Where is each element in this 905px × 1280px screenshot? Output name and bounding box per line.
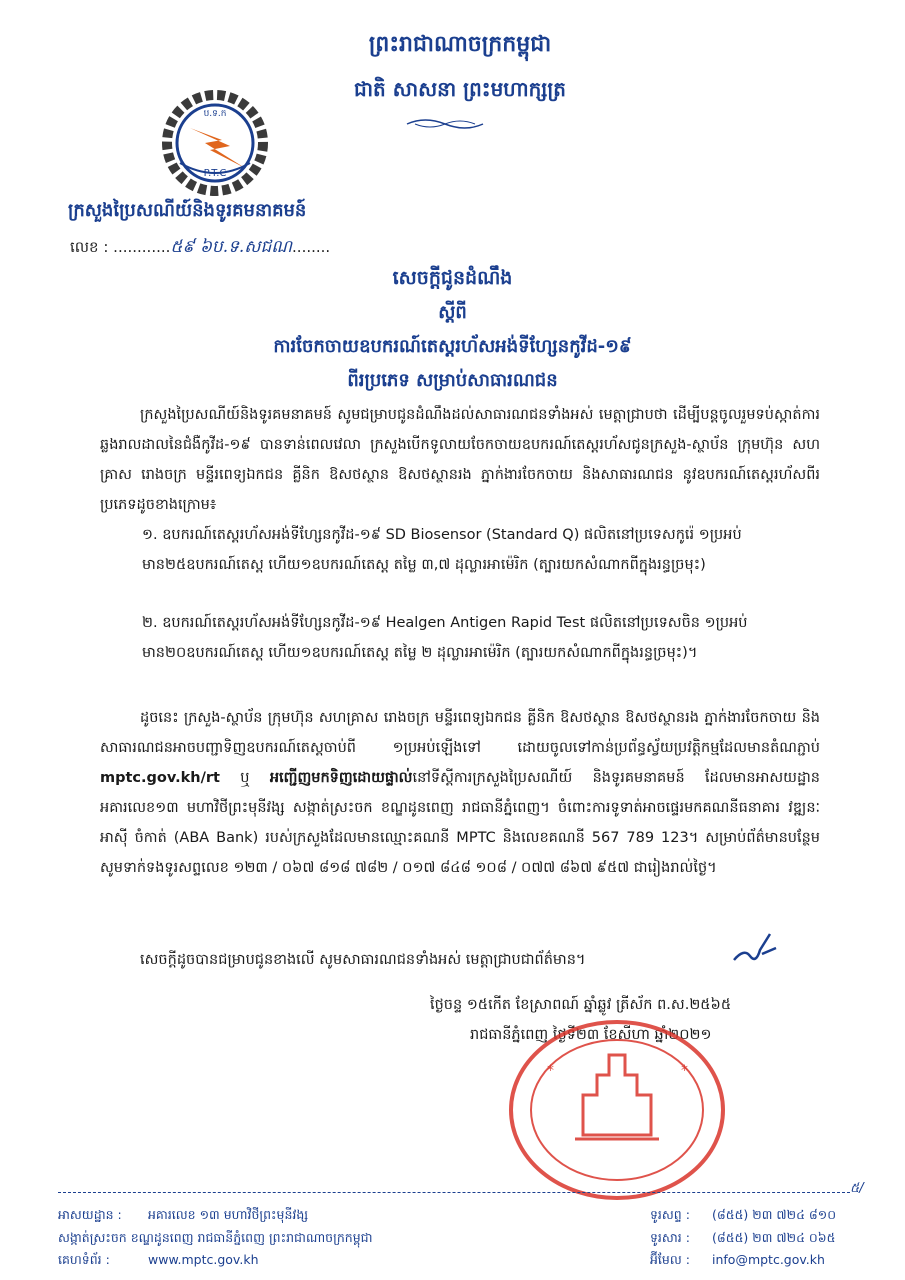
email-label: អ៊ីមែល :	[650, 1252, 690, 1267]
list-item: ១. ឧបករណ៍តេស្តរហ័សអង់ទីហ្សែនកូវីដ-១៩ SD Biosensor (Standard Q) ផលិតនៅប្រទេសកូរ៉េ ១ប្រអប់មាន២៥ឧបករណ៍តេស្ត ហើយ១ឧបករណ៍តេស្ត តម្លៃ ៣,៧ ដុល្លារអាម៉េរិក (ត្បារយកសំណាកពីក្នុងរន្ធច្រមុះ)	[142, 527, 742, 573]
ornament-divider	[405, 116, 485, 132]
page-mark: ៥/	[850, 1181, 864, 1196]
footer-district: សង្កាត់ស្រះចក ខណ្ឌដូនពេញ រាជធានីភ្នំពេញ ព្រះរាជាណាចក្រកម្ពុជា	[58, 1230, 373, 1245]
footer-fax	[650, 1230, 835, 1249]
website-label: គេហទំព័រ :	[58, 1252, 110, 1267]
buy-in-person-text: អញ្ជើញមកទិញដោយផ្ទាល់	[269, 770, 413, 786]
ordering-details: នៅទីស្តីការក្រសួងប្រៃសណីយ៍ និងទូរគមនាគមន៍ ដែលមានអាសយដ្ឋាន អគារលេខ១៣ មហាវិថីព្រះមុនីវង្ស សង្កាត់ស្រះចក ខណ្ឌដូនពេញ រាជធានីភ្នំពេញ។ ចំពោះការទូទាត់អាចផ្ទេរមកគណនីធនាគារ វឌ្ឍនៈ អាស៊ី ចំកាត់ (ABA Bank) របស់ក្រសួងដែលមានឈ្មោះគណនី MPTC និងលេខគណនី 567 789 123។ សម្រាប់ព័ត៌មានបន្ថែម សូមទាក់ទងទូរសព្ទលេខ ១២៣ / ០៦៧ ៨១៨ ៧៨២ / ០១៧ ៨៤៨ ១០៨ / ០៧៧ ៨៦៧ ៩៥៧ ជារៀងរាល់ថ្ងៃ។	[100, 770, 820, 876]
address-value: អគារលេខ ១៣ មហាវិថីព្រះមុនីវង្ស	[148, 1207, 309, 1222]
official-stamp	[505, 1015, 730, 1205]
fax-label: ទូរសារ :	[650, 1230, 690, 1245]
reference-dots-after: ........	[292, 238, 331, 256]
phone-label: ទូរសព្ទ :	[650, 1207, 690, 1222]
closing-paragraph: សេចក្តីដូចបានជម្រាបជូនខាងលើ សូមសាធារណជនទាំងអស់ មេត្តាជ្រាបជាព័ត៌មាន។	[140, 952, 586, 968]
motto-heading: ជាតិ សាសនា ព្រះមហាក្សត្រ	[354, 77, 566, 101]
kingdom-heading: ព្រះរាជាណាចក្រកម្ពុជា	[368, 32, 552, 57]
footer-email	[650, 1252, 825, 1271]
ministry-logo	[150, 88, 280, 198]
intro-paragraph: ក្រសួងប្រៃសណីយ៍និងទូរគមនាគមន៍ សូមជម្រាបជូនដំណឹងដល់សាធារណជនទាំងអស់ មេត្តាជ្រាបថា ដើម្បីបន្តចូលរួមទប់ស្កាត់ការឆ្លងរាលដាលនៃជំងឺកូវីដ-១៩ បានទាន់ពេលវេលា ក្រសួងបើកទូលាយចែកចាយឧបករណ៍តេស្តរហ័សជូនក្រសួង-ស្ថាប័ន ក្រុមហ៊ុន សហគ្រាស រោងចក្រ មន្ទីរពេទ្យឯកជន គ្លីនិក ឱសថស្ថាន ឱសថស្ថានរង ភ្នាក់ងារចែកចាយ និងសាធារណជន នូវឧបករណ៍តេស្តរហ័សពីរប្រភេទដូចខាងក្រោម៖	[100, 407, 820, 513]
fax-value: (៨៥៥) ២៣ ៧២៤ ០៦៥	[712, 1230, 836, 1245]
footer-divider	[58, 1192, 850, 1194]
footer-phone	[650, 1207, 836, 1226]
initial-signature-mark	[730, 930, 780, 970]
notice-topic-line2: ពីរប្រភេទ សម្រាប់សាធារណជន	[347, 370, 558, 391]
website-link[interactable]: www.mptc.gov.kh	[148, 1252, 259, 1267]
logo-text-bottom: P.T.C	[203, 168, 227, 179]
solar-date: រាជធានីភ្នំពេញ ថ្ងៃទី២៣ ខែសីហា ឆ្នាំ២០២១	[470, 1027, 712, 1043]
logo-text-top: ប.ទ.ក	[203, 109, 227, 119]
lunar-date: ថ្ងៃចន្ទ ១៥កើត ខែស្រាពណ៍ ឆ្នាំឆ្លូវ ត្រីស័ក ព.ស.២៥៦៥	[430, 997, 732, 1013]
ordering-text: ដូចនេះ ក្រសួង-ស្ថាប័ន ក្រុមហ៊ុន សហគ្រាស រោងចក្រ មន្ទីរពេទ្យឯកជន គ្លីនិក ឱសថស្ថាន ឱសថស្ថានរង ភ្នាក់ងារចែកចាយ និងសាធារណជនអាចបញ្ជាទិញឧបករណ៍តេស្តចាប់ពី ១ប្រអប់ឡើងទៅ ដោយចូលទៅកាន់ប្រព័ន្ធស្វ័យប្រវត្តិកម្មដែលមានតំណភ្ជាប់	[100, 710, 820, 756]
ordering-or: ឬ	[220, 770, 270, 786]
order-link[interactable]: mptc.gov.kh/rt	[100, 770, 220, 786]
phone-value: (៨៥៥) ២៣ ៧២៤ ៨១០	[712, 1207, 837, 1222]
notice-topic: ការចែកចាយឧបករណ៍តេស្តរហ័សអង់ទីហ្សែនកូវីដ-១៩	[273, 336, 632, 357]
reference-number	[70, 236, 330, 261]
reference-dots-before: ............	[113, 238, 171, 256]
ministry-name: ក្រសួងប្រៃសណីយ៍និងទូរគមនាគមន៍	[68, 200, 307, 221]
list-item: ២. ឧបករណ៍តេស្តរហ័សអង់ទីហ្សែនកូវីដ-១៩ Healgen Antigen Rapid Test ផលិតនៅប្រទេសចិន ១ប្រអប់មាន២០ឧបករណ៍តេស្ត ហើយ១ឧបករណ៍តេស្ត តម្លៃ ២ ដុល្លារអាម៉េរិក (ត្បារយកសំណាកពីក្នុងរន្ធច្រមុះ)។	[142, 615, 748, 661]
ordering-paragraph	[100, 703, 820, 883]
notice-title: សេចក្តីជូនដំណឹង	[392, 267, 513, 289]
reference-value: ៥៩ ៦ប.ទ.សជណ	[170, 237, 293, 257]
footer-website	[58, 1252, 259, 1271]
email-link[interactable]: info@mptc.gov.kh	[712, 1252, 825, 1267]
reference-label: លេខ :	[70, 238, 109, 256]
svg-text:*: *	[547, 1063, 554, 1079]
notice-subtitle: ស្តីពី	[438, 302, 467, 323]
footer-address	[58, 1207, 308, 1226]
address-label: អាសយដ្ឋាន :	[58, 1207, 122, 1222]
svg-text:*: *	[681, 1063, 688, 1079]
